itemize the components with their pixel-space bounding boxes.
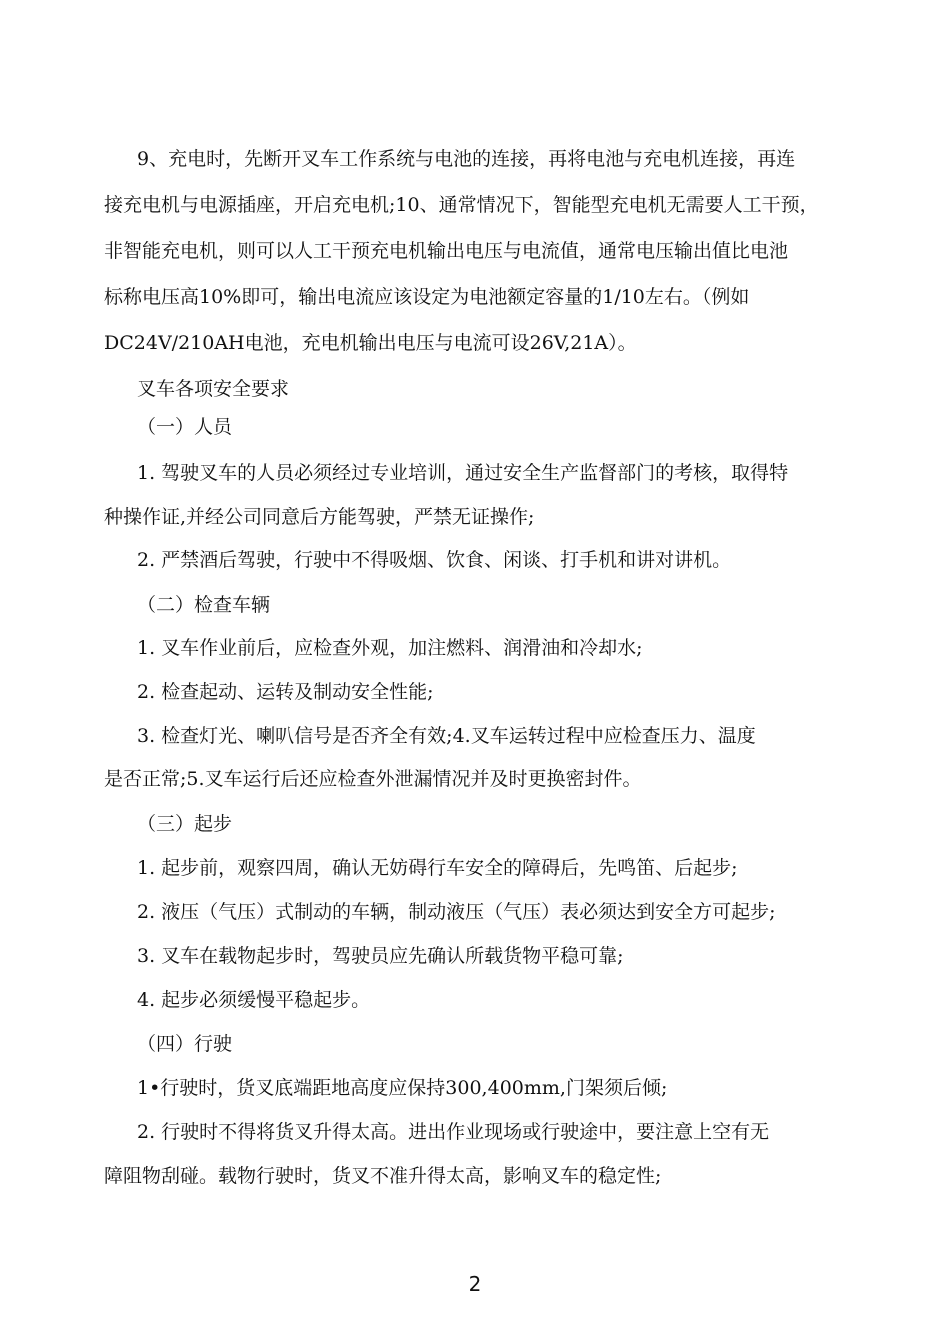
list-item: 2. 检查起动、运转及制动安全性能; xyxy=(137,681,434,703)
paragraph-line: 标称电压高10%即可，输出电流应该设定为电池额定容量的1/10左右。（例如 xyxy=(104,286,750,308)
section-heading: 叉车各项安全要求 xyxy=(137,378,290,400)
list-item: 1. 起步前，观察四周，确认无妨碍行车安全的障碍后，先鸣笛、后起步; xyxy=(137,857,738,879)
subsection-heading: （四）行驶 xyxy=(137,1033,233,1055)
list-item-continuation: 障阻物刮碰。载物行驶时，货叉不准升得太高，影响叉车的稳定性; xyxy=(104,1165,662,1187)
list-item: 1•行驶时，货叉底端距地高度应保持300,400mm,门架须后倾; xyxy=(137,1077,668,1099)
paragraph-line: 9、充电时，先断开叉车工作系统与电池的连接，再将电池与充电机连接，再连 xyxy=(137,148,796,170)
list-item-continuation: 是否正常;5.叉车运行后还应检查外泄漏情况并及时更换密封件。 xyxy=(104,768,642,790)
list-item: 1. 叉车作业前后，应检查外观，加注燃料、润滑油和冷却水; xyxy=(137,637,643,659)
paragraph-line: DC24V/210AH电池，充电机输出电压与电流可设26V,21A）。 xyxy=(104,332,637,354)
page-number: 2 xyxy=(468,1272,482,1296)
list-item-continuation: 种操作证,并经公司同意后方能驾驶，严禁无证操作; xyxy=(104,506,535,528)
list-item: 2. 严禁酒后驾驶，行驶中不得吸烟、饮食、闲谈、打手机和讲对讲机。 xyxy=(137,549,732,571)
list-item: 3. 叉车在载物起步时，驾驶员应先确认所载货物平稳可靠; xyxy=(137,945,624,967)
list-item: 4. 起步必须缓慢平稳起步。 xyxy=(137,989,371,1011)
list-item: 3. 检查灯光、喇叭信号是否齐全有效;4.叉车运转过程中应检查压力、温度 xyxy=(137,725,756,747)
paragraph-line: 接充电机与电源插座，开启充电机;10、通常情况下，智能型充电机无需要人工干预， xyxy=(104,194,819,216)
paragraph-line: 非智能充电机，则可以人工干预充电机输出电压与电流值，通常电压输出值比电池 xyxy=(104,240,789,262)
list-item: 2. 行驶时不得将货叉升得太高。进出作业现场或行驶途中，要注意上空有无 xyxy=(137,1121,770,1143)
list-item: 1. 驾驶叉车的人员必须经过专业培训，通过安全生产监督部门的考核，取得特 xyxy=(137,462,789,484)
subsection-heading: （一）人员 xyxy=(137,416,233,438)
subsection-heading: （三）起步 xyxy=(137,813,233,835)
subsection-heading: （二）检查车辆 xyxy=(137,594,271,616)
list-item: 2. 液压（气压）式制动的车辆，制动液压（气压）表必须达到安全方可起步; xyxy=(137,901,776,923)
